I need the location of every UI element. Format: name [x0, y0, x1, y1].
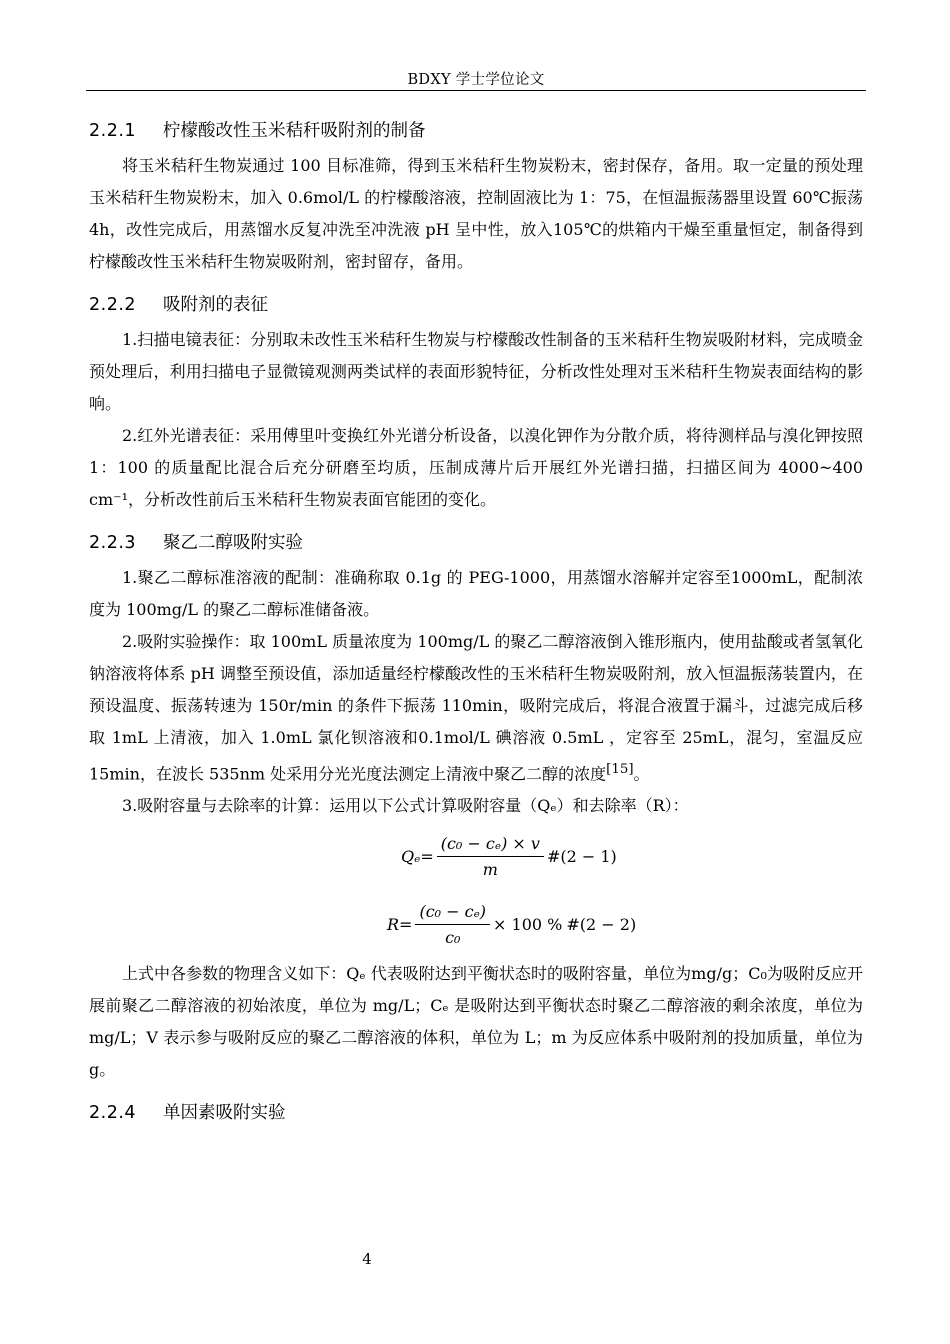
formula-tag: #(2 − 2) [566, 914, 637, 934]
formula-denominator: c₀ [445, 927, 461, 947]
formula-numerator: (c₀ − cₑ) × v [437, 834, 544, 857]
paragraph: 1.扫描电镜表征：分别取未改性玉米秸秆生物炭与柠檬酸改性制备的玉米秸秆生物炭吸附材料，完成喷金预处理后，利用扫描电子显微镜观测两类试样的表面形貌特征，分析改性处理对玉米秸秆生物炭表面结构的影响。 [89, 330, 863, 413]
paragraph: 上式中各参数的物理含义如下：Qₑ 代表吸附达到平衡状态时的吸附容量，单位为mg/g；C₀为吸附反应开展前聚乙二醇溶液的初始浓度，单位为 mg/L；Cₑ 是吸附达到平衡状态时聚乙二醇溶液的剩余浓度，单位为 mg/L；V 表示参与吸附反应的聚乙二醇溶液的体积，单位为 L；m 为反应体系中吸附剂的投加质量，单位为 g。 [89, 964, 863, 1080]
formula-2-2 [89, 890, 863, 958]
formula-fraction [415, 902, 490, 947]
paragraph: 1.聚乙二醇标准溶液的配制：准确称取 0.1g 的 PEG-1000，用蒸馏水溶解并定容至1000mL，配制浓度为 100mg/L 的聚乙二醇标准储备液。 [89, 568, 863, 619]
formula-eq: = [420, 846, 434, 866]
section-number: 2.2.3 [89, 533, 137, 553]
formula-lhs: R [387, 914, 400, 934]
section-number: 2.2.4 [89, 1103, 137, 1124]
formula-2-1 [89, 822, 863, 890]
formula-lhs: Qₑ [401, 846, 421, 866]
section-number: 2.2.1 [89, 121, 137, 141]
page-number: 4 [362, 1250, 372, 1268]
citation: [15] [606, 762, 634, 777]
paragraph: 将玉米秸秆生物炭通过 100 目标准筛，得到玉米秸秆生物炭粉末，密封保存，备用。取一定量的预处理玉米秸秆生物炭粉末，加入 0.6mol/L 的柠檬酸溶液，控制固液比为 1：75，在恒温振荡器里设置 60℃振荡 4h，改性完成后，用蒸馏水反复冲洗至冲洗液 pH 呈中性，放入105℃的烘箱内干燥至重量恒定，制备得到柠檬酸改性玉米秸秆生物炭吸附剂，密封留存，备用。 [89, 156, 863, 271]
formula-rest: × 100 % [493, 914, 563, 934]
section-title: 柠檬酸改性玉米秸秆吸附剂的制备 [163, 121, 426, 141]
document-body [89, 116, 863, 1132]
formula-numerator: (c₀ − cₑ) [415, 902, 490, 925]
formula-fraction [437, 834, 544, 879]
paragraph: 3.吸附容量与去除率的计算：运用以下公式计算吸附容量（Qₑ）和去除率（R）： [122, 796, 689, 816]
section-number: 2.2.2 [89, 295, 137, 315]
section-title: 聚乙二醇吸附实验 [163, 533, 303, 553]
section-title: 单因素吸附实验 [163, 1103, 286, 1124]
section-heading-2-2-1 [89, 116, 863, 150]
citation-tail: 。 [633, 764, 650, 784]
formula-denominator: m [482, 859, 498, 879]
page-header: BDXY 学士学位论文 [407, 72, 545, 88]
paragraph [89, 626, 863, 790]
header-rule [86, 90, 866, 91]
section-heading-2-2-4 [89, 1098, 863, 1132]
paragraph-text: 2.吸附实验操作：取 100mL 质量浓度为 100mg/L 的聚乙二醇溶液倒入锥形瓶内，使用盐酸或者氢氧化钠溶液将体系 pH 调整至预设值，添加适量经柠檬酸改性的玉米秸秆生物炭吸附剂，放入恒温振荡装置内，在预设温度、振荡转速为 150r/min 的条件下振荡 110min，吸附完成后，将混合液置于漏斗，过滤完成后移取 1mL 上清液，加入 1.0mL 氯化钡溶液和0.1mol/L 碘溶液 0.5mL ，定容至 25mL，混匀，室温反应 15min，在波长 535nm 处采用分光光度法测定上清液中聚乙二醇的浓度 [89, 632, 863, 784]
section-heading-2-2-2 [89, 290, 863, 324]
formula-eq: = [399, 914, 413, 934]
section-heading-2-2-3 [89, 528, 863, 562]
paragraph: 2.红外光谱表征：采用傅里叶变换红外光谱分析设备，以溴化钾作为分散介质，将待测样品与溴化钾按照 1：100 的质量配比混合后充分研磨至均质，压制成薄片后开展红外光谱扫描，扫描区间为 4000~400 cm⁻¹，分析改性前后玉米秸秆生物炭表面官能团的变化。 [89, 426, 863, 509]
formula-tag: #(2 − 1) [546, 846, 617, 866]
section-title: 吸附剂的表征 [163, 295, 268, 315]
